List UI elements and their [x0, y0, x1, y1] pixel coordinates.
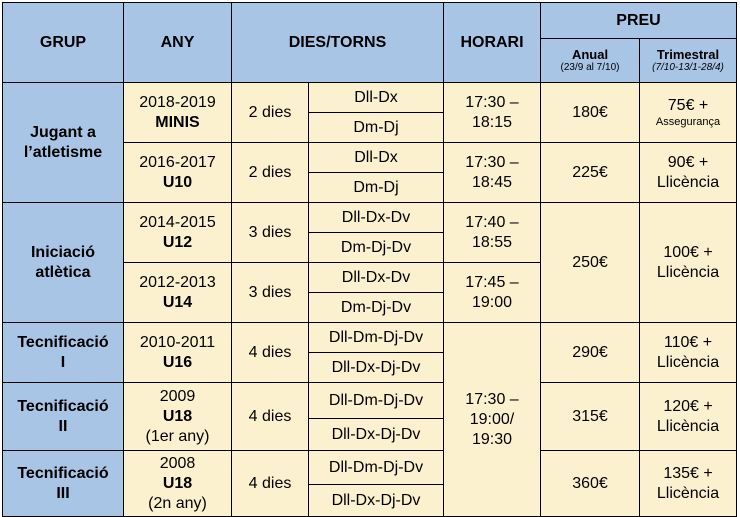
- group-name-line1: Tecnificació: [17, 397, 109, 415]
- time-end: 19:00/: [469, 410, 515, 428]
- time-end: 18:15: [471, 113, 513, 131]
- year-cell: [124, 83, 232, 143]
- time-cell: [444, 203, 541, 263]
- category: U12: [162, 233, 193, 251]
- days-cell: 4 dies: [232, 451, 309, 517]
- time-cell: [444, 143, 541, 203]
- days-cell: 2 dies: [232, 143, 309, 203]
- quarterly-extra: Llicència: [656, 417, 720, 435]
- group-cell: [3, 383, 124, 451]
- quarterly-price: [640, 451, 737, 517]
- turn-cell: Dll-Dx-Dj-Dv: [309, 353, 444, 383]
- time-cell: [444, 83, 541, 143]
- time-end: 18:55: [471, 233, 513, 251]
- quarterly-amount: 120€ +: [663, 397, 713, 415]
- time-start: 17:40 –: [465, 213, 519, 231]
- quarterly-amount: 75€ +: [667, 97, 709, 114]
- group-name-line2: I: [60, 353, 66, 371]
- quarterly-price: [640, 83, 737, 143]
- year-range: 2014-2015: [139, 213, 216, 231]
- header-grup: GRUP: [3, 3, 124, 83]
- year-range: 2012-2013: [139, 273, 216, 291]
- header-anual-label: Anual: [571, 47, 609, 62]
- time-start: 17:30 –: [465, 390, 519, 408]
- annual-price: 250€: [541, 203, 640, 323]
- category: U18: [162, 474, 193, 492]
- days-cell: 3 dies: [232, 203, 309, 263]
- days-cell: 4 dies: [232, 383, 309, 451]
- group-name-line1: Tecnificació: [17, 464, 109, 482]
- quarterly-price: [640, 323, 737, 383]
- group-name-line2: atlètica: [35, 263, 91, 281]
- days-cell: 4 dies: [232, 323, 309, 383]
- quarterly-extra: Llicència: [656, 263, 720, 281]
- header-horari: HORARI: [444, 3, 541, 83]
- turn-cell: Dll-Dx: [309, 83, 444, 113]
- year-range: 2016-2017: [139, 153, 216, 171]
- year-range: 2009: [159, 387, 196, 405]
- group-cell: [3, 83, 124, 203]
- group-cell: [3, 203, 124, 323]
- category: U10: [162, 173, 193, 191]
- annual-price: 180€: [541, 83, 640, 143]
- header-preu: PREU: [541, 3, 737, 39]
- year-cell: [124, 263, 232, 323]
- year-range: 2008: [159, 454, 196, 472]
- quarterly-amount: 90€ +: [667, 153, 709, 171]
- category: U14: [162, 293, 193, 311]
- table-row: [3, 451, 737, 485]
- time-start: 17:30 –: [465, 93, 519, 111]
- annual-price: 225€: [541, 143, 640, 203]
- year-note: (2n any): [148, 494, 207, 512]
- turn-cell: Dll-Dx-Dj-Dv: [309, 485, 444, 517]
- turn-cell: Dm-Dj: [309, 173, 444, 203]
- days-cell: 3 dies: [232, 263, 309, 323]
- time-end-alt: 19:30: [471, 430, 513, 448]
- header-trimestral-period: (7/10-13/1-28/4): [652, 62, 724, 73]
- group-name-line1: Tecnificació: [17, 333, 109, 351]
- table-row: [3, 383, 737, 419]
- category: U18: [162, 407, 193, 425]
- annual-price: 360€: [541, 451, 640, 517]
- year-range: 2010-2011: [139, 333, 216, 351]
- group-cell: [3, 451, 124, 517]
- group-name-line1: Iniciació: [30, 243, 96, 261]
- year-cell: [124, 143, 232, 203]
- category: MINIS: [155, 113, 200, 131]
- header-trimestral-label: Trimestral: [656, 47, 720, 62]
- turn-cell: Dm-Dj-Dv: [309, 233, 444, 263]
- year-cell: [124, 383, 232, 451]
- group-name-line2: II: [58, 417, 68, 435]
- annual-price: 290€: [541, 323, 640, 383]
- quarterly-price: [640, 383, 737, 451]
- annual-price: 315€: [541, 383, 640, 451]
- table-row: [3, 323, 737, 353]
- turn-cell: Dll-Dx-Dv: [309, 203, 444, 233]
- quarterly-price: [640, 203, 737, 323]
- turn-cell: Dm-Dj: [309, 113, 444, 143]
- category: U16: [162, 353, 193, 371]
- table-row: [3, 83, 737, 113]
- turn-cell: Dll-Dx-Dv: [309, 263, 444, 293]
- time-start: 17:30 –: [465, 153, 519, 171]
- header-anual: [541, 39, 640, 83]
- group-name-line2: l’atletisme: [23, 143, 103, 161]
- year-cell: [124, 203, 232, 263]
- group-name-line2: III: [56, 484, 70, 502]
- time-cell: [444, 323, 541, 517]
- quarterly-amount: 110€ +: [663, 333, 713, 351]
- price-table: [2, 2, 737, 517]
- quarterly-extra: Llicència: [656, 173, 720, 191]
- turn-cell: Dll-Dx-Dj-Dv: [309, 419, 444, 451]
- year-cell: [124, 323, 232, 383]
- time-cell: [444, 263, 541, 323]
- table-row: [3, 203, 737, 233]
- turn-cell: Dll-Dm-Dj-Dv: [309, 383, 444, 419]
- time-end: 18:45: [471, 173, 513, 191]
- year-note: (1er any): [145, 427, 210, 445]
- header-trimestral: [640, 39, 737, 83]
- turn-cell: Dm-Dj-Dv: [309, 293, 444, 323]
- quarterly-price: [640, 143, 737, 203]
- group-name-line1: Jugant a: [30, 123, 96, 141]
- time-end: 19:00: [471, 293, 513, 311]
- quarterly-extra: Llicència: [656, 353, 720, 371]
- turn-cell: Dll-Dx: [309, 143, 444, 173]
- turn-cell: Dll-Dm-Dj-Dv: [309, 323, 444, 353]
- year-range: 2018-2019: [139, 93, 216, 111]
- quarterly-extra: Assegurança: [655, 116, 721, 128]
- time-start: 17:45 –: [465, 273, 519, 291]
- days-cell: 2 dies: [232, 83, 309, 143]
- header-dies-torns: DIES/TORNS: [232, 3, 444, 83]
- quarterly-amount: 100€ +: [663, 243, 713, 261]
- quarterly-amount: 135€ +: [663, 464, 713, 482]
- group-cell: [3, 323, 124, 383]
- year-cell: [124, 451, 232, 517]
- header-anual-period: (23/9 al 7/10): [560, 62, 620, 73]
- header-any: ANY: [124, 3, 232, 83]
- quarterly-extra: Llicència: [656, 484, 720, 502]
- turn-cell: Dll-Dm-Dj-Dv: [309, 451, 444, 485]
